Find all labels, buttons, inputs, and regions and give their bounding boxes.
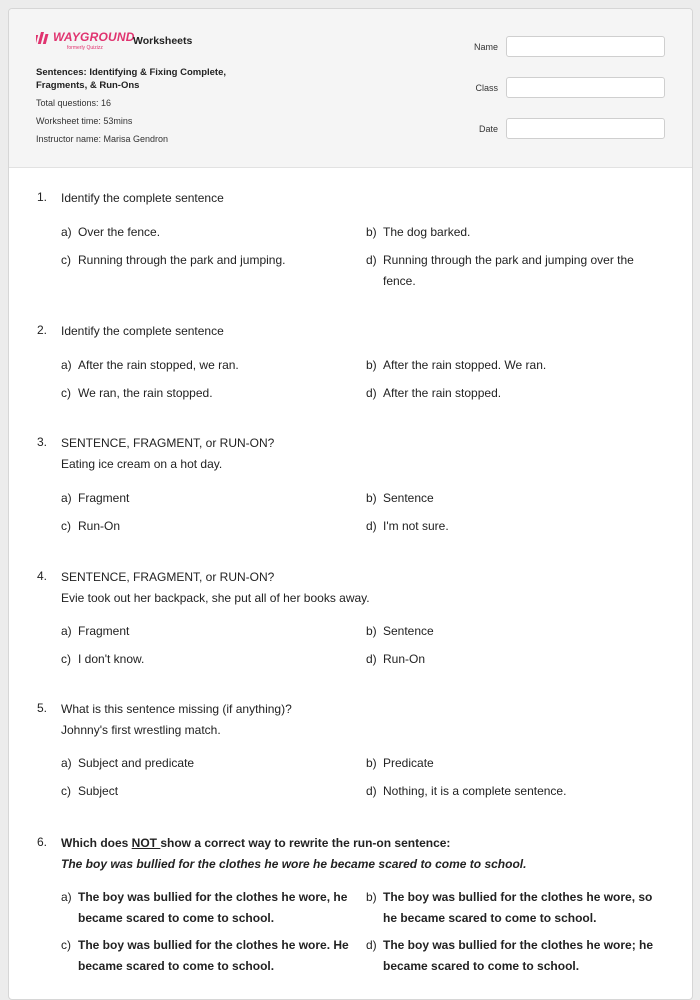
- worksheet-title: Sentences: Identifying & Fixing Complete, Fragments, & Run-Ons: [36, 67, 227, 91]
- question-prompt: What is this sentence missing (if anything)? Johnny's first wrestling match.: [61, 702, 292, 737]
- question-prompt: Which does NOT show a correct way to rewrite the run-on sentence: The boy was bullied for the clothes he wore he became scared to come to school.: [61, 836, 527, 871]
- question-subprompt: Johnny's first wrestling match.: [61, 723, 221, 737]
- question-number: 1.: [37, 190, 48, 204]
- question-subprompt: The boy was bullied for the clothes he wore he became scared to come to school.: [61, 857, 527, 871]
- instructor-name: Instructor name: Marisa Gendron: [36, 134, 169, 144]
- question-number: 2.: [37, 323, 48, 337]
- total-questions: Total questions: 16: [36, 98, 112, 108]
- question-prompt: SENTENCE, FRAGMENT, or RUN-ON? Evie took out her backpack, she put all of her books away.: [61, 570, 370, 605]
- worksheet-page: WAYGROUND formerly Quizizz Worksheets Sentences: Identifying & Fixing Complete, Fragments, & Run-Ons Total questions: 16 Worksheet time: 53mins Instructor name: Marisa Gendron Name Class Date 1. Identify the complete sentence a) Over the fence. b) The dog barked. c) Running through the park and jumping. d) Running through the park and jumping over the fence. 2. Identify the complete sentence a) After the rain stopped, we ran. b) After the rain stopped. We ran. c) We ran, the rain stopped. d) After the rain stopped. 3. SENTENCE, FRAGMENT, or RUN-ON? Eating ice cream on a hot day. a) Fragment b) Sentence c) Run-On d) I'm not sure. 4. SENTENCE, FRAGMENT, or RUN-ON? Evie took out her backpack, she put all of her books away. a) Fragment b) Sentence c) I don't know. d) Run-On 5. What is this sentence missing (if anything)? Johnny's first wrestling match. a) Subject and predicate b) Predicate c) Subject d) Nothing, it is a complete sentence. 6. Which does NOT show a correct way to rewrite the run-on sentence: The boy was bullied for the clothes he wore he became scared to come to school. a) The boy was bullied for the clothes he wore, he became scared to come to school. b) The boy was bullied for the clothes he wore, so he became scared to come to school. c) The boy was bullied for the clothes he wore. He became scared to come to school. d) The boy was bullied for the clothes he wore; he became scared to come to school.: [8, 8, 693, 1000]
- question-number: 6.: [37, 835, 48, 849]
- name-label: Name: [473, 42, 498, 52]
- class-label: Class: [475, 83, 498, 93]
- product-name: Worksheets: [133, 35, 193, 47]
- class-field[interactable]: [506, 77, 665, 98]
- question-prompt: Identify the complete sentence: [61, 324, 224, 338]
- wayground-logo-icon: [36, 32, 51, 44]
- question-number: 4.: [37, 569, 48, 583]
- worksheet-time: Worksheet time: 53mins: [36, 116, 133, 126]
- brand-tagline: formerly Quizizz: [67, 45, 103, 51]
- date-field[interactable]: [506, 118, 665, 139]
- question-prompt: SENTENCE, FRAGMENT, or RUN-ON? Eating ice cream on a hot day.: [61, 436, 275, 471]
- worksheet-header: [9, 9, 692, 168]
- date-label: Date: [478, 124, 498, 134]
- brand-name: WAYGROUND: [53, 30, 135, 44]
- brand-logo: [36, 30, 135, 51]
- emphasis-not: NOT: [131, 836, 161, 850]
- question-prompt: Identify the complete sentence: [61, 191, 224, 205]
- question-number: 5.: [37, 701, 48, 715]
- question-subprompt: Eating ice cream on a hot day.: [61, 457, 223, 471]
- name-field[interactable]: [506, 36, 665, 57]
- question-subprompt: Evie took out her backpack, she put all of her books away.: [61, 591, 370, 605]
- question-number: 3.: [37, 435, 48, 449]
